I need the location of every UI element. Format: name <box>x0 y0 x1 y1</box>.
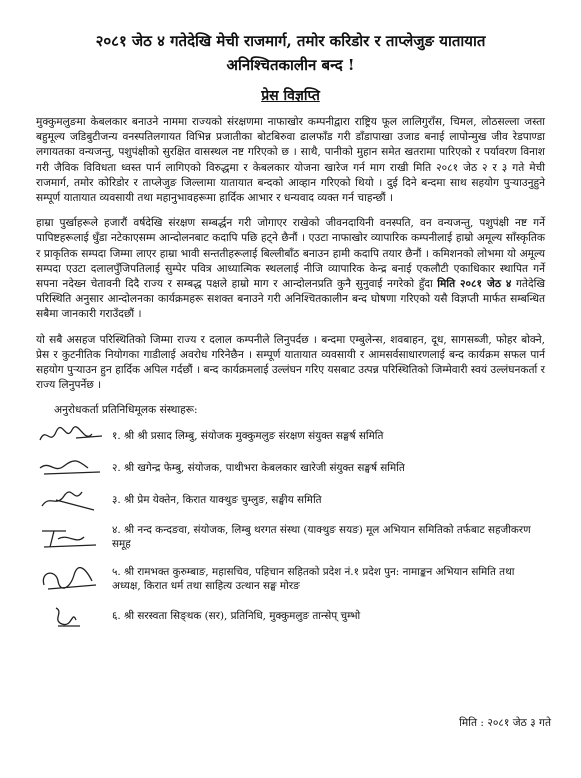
signatory-text: १. श्री श्री प्रसाद लिम्बु, संयोजक मुक्कुमलुङ संरक्षण संयुक्त सङ्घर्ष समिति <box>112 430 384 443</box>
signatory-text: ३. श्री प्रेम येक्तेन, किरात याक्थुङ चुम्लुङ, सङ्घीय समिति <box>112 494 322 507</box>
document-heading: प्रेस विज्ञप्ति <box>261 88 320 104</box>
body-paragraph-2-text: हाम्रा पुर्खाहरूले हजारौं वर्षदेखि संरक्षण सम्बर्द्धन गरी जोगाएर राखेको जीवनदायिनी वनस्पति, वन वन्यजन्तु, पशुपंक्षी नष्ट गर्ने पापिष्टहरूलाई धुँडा नटेकाएसम्म आन्दोलनबाट कदापि पछि हट्ने छैनौं । एउटा नाफाखोर व्यापारिक कम्पनीलाई हाम्रो अमूल्य साँस्कृतिक र प्राकृतिक सम्पदा जिम्मा लाएर हाम्रा भावी सन्ततीहरूलाई बिल्लीबाँठ बनाउन हामी कदापि तयार छैनौं । कमिशनको लोभमा यो अमूल्य सम्पदा एउटा दलालपुँजिपतिलाई सुम्पेर पवित्र आध्यात्मिक स्थललाई नीजि व्यापारिक केन्द्र बनाई एकलौटी एकाधिकार स्थापित गर्ने सपना नदेख्न चेतावनी दिदै राज्य र सम्बद्ध पक्षले हाम्रो माग र आन्दोलनप्रति कुनै सुनुवाई नगरेको हुँदा <box>36 217 545 291</box>
signatory-row <box>36 421 545 451</box>
handwritten-signature <box>36 523 106 551</box>
signatory-row <box>36 485 545 515</box>
signatory-text: ६. श्री सरस्वता सिङ्थक (सर), प्रतिनिधि, मुक्कुमलुङ तान्सेप् चुम्भो <box>112 610 361 623</box>
body-paragraph-2-bold-date: मिति २०८१ जेठ ४ <box>437 278 512 291</box>
signatory-text: २. श्री खगेन्द्र फेम्बु, संयोजक, पाथीभरा केबलकार खारेजी संयुक्त सङ्घर्ष समिति <box>112 462 405 475</box>
signatory-row <box>36 517 545 557</box>
signatory-text: ५. श्री रामभक्त कुरुम्बाङ, महासचिव, पहिचान सहितको प्रदेश नं.१ प्रदेश पुन: नामाङ्कन अभियान समिति तथा अध्यक्ष, किरात धर्म तथा साहित्य उत्थान सङ्घ मोरङ <box>112 566 515 593</box>
body-paragraph-3: यो सबै असहज परिस्थितिको जिम्मा राज्य र दलाल कम्पनीले लिनुपर्दछ । बन्दमा एम्बुलेन्स, शवबाहन, दूध, सागसब्जी, फोहर बोक्ने, प्रेस र कुटनीतिक नियोगका गाडीलाई अवरोध गरिनेछैन । सम्पूर्ण यातायात व्यवसायी र आमसर्वसाधारणलाई बन्द कार्यक्रम सफल पार्न सहयोग पुऱ्याउन हुन हार्दिक अपिल गर्दछौं । बन्द कार्यक्रमलाई उल्लंघन गरिए यसबाट उत्पन्न परिस्थितिको जिम्मेवारी स्वयं उल्लंघनकर्ता र राज्य लिनुपर्नेछ । <box>36 333 545 392</box>
signatories-title: अनुरोधकर्ता प्रतिनिधिमूलक संस्थाहरू: <box>54 404 198 417</box>
document-title-line-2: अनिश्चितकालीन बन्द ! <box>226 56 355 74</box>
document-date: मिति : २०८१ जेठ ३ गते <box>459 717 551 729</box>
signatory-list <box>36 421 545 631</box>
signatory-text: ४. श्री नन्द कन्दङवा, संयोजक, लिम्बु थरगत संस्था (याक्थुङ सयङ) मूल अभियान समितिको तर्फबाट सहजीकरण समूह <box>112 524 531 551</box>
signatory-row <box>36 453 545 483</box>
document-title-line-1: २०८१ जेठ ४ गतेदेखि मेची राजमार्ग, तमोर करिडोर र ताप्लेजुङ यातायात <box>95 32 486 50</box>
handwritten-signature <box>36 454 106 482</box>
handwritten-signature <box>36 565 106 593</box>
signatory-row <box>36 601 545 631</box>
body-paragraph-1: मुक्कुमलुङमा केबलकार बनाउने नाममा राज्यको संरक्षणमा नाफाखोर कम्पनीद्वारा राष्ट्रिय फूल लालिगुराँस, चिमल, लोठसल्ला जस्ता बहुमूल्य जडिबुटीजन्य वनस्पतिलगायत विभिन्न प्रजातीका बोटबिरुवा ढालफाँड गरी डाँडापाखा उजाड बनाई लापोन्मुख जीव रेडपाण्डा लगायतका वन्यजन्तु, पशुपंक्षीको सुरक्षित वासस्थल नष्ट गरिएको छ । साथै, पानीको मुहान समेत खतरामा पारिएको र पर्यावरण विनाश गरी जैविक विविधता ध्वस्त पार्न लागिएको विरुद्धमा र केबलकार योजना खारेज गर्न माग राखी मिति २०८१ जेठ २ र ३ गते मेची राजमार्ग, तमोर कोरिडोर र ताप्लेजुङ जिल्लामा यातायात बन्दको आव्हान गरिएको थियो । दुई दिने बन्दमा साथ सहयोग पुऱ्याउनुहुने सम्पूर्ण यातायात व्यवसायी तथा महानुभावहरूमा हार्दिक आभार र धन्यवाद व्यक्त गर्न चाहन्छौं । <box>36 116 545 205</box>
handwritten-signature <box>36 486 106 514</box>
signatory-row <box>36 559 545 599</box>
handwritten-signature <box>36 602 106 630</box>
body-paragraph-2 <box>36 216 545 322</box>
handwritten-signature <box>36 422 106 450</box>
body-paragraph-2-tail: गतेदेखि परिस्थिति अनुसार आन्दोलनका कार्यक्रमहरू सशक्त बनाउने गरी अनिश्चितकालीन बन्द घोषणा गरिएको यसै विज्ञप्ती मार्फत सम्बन्धित सबैमा जानकारी गराउँदछौं । <box>36 278 546 321</box>
